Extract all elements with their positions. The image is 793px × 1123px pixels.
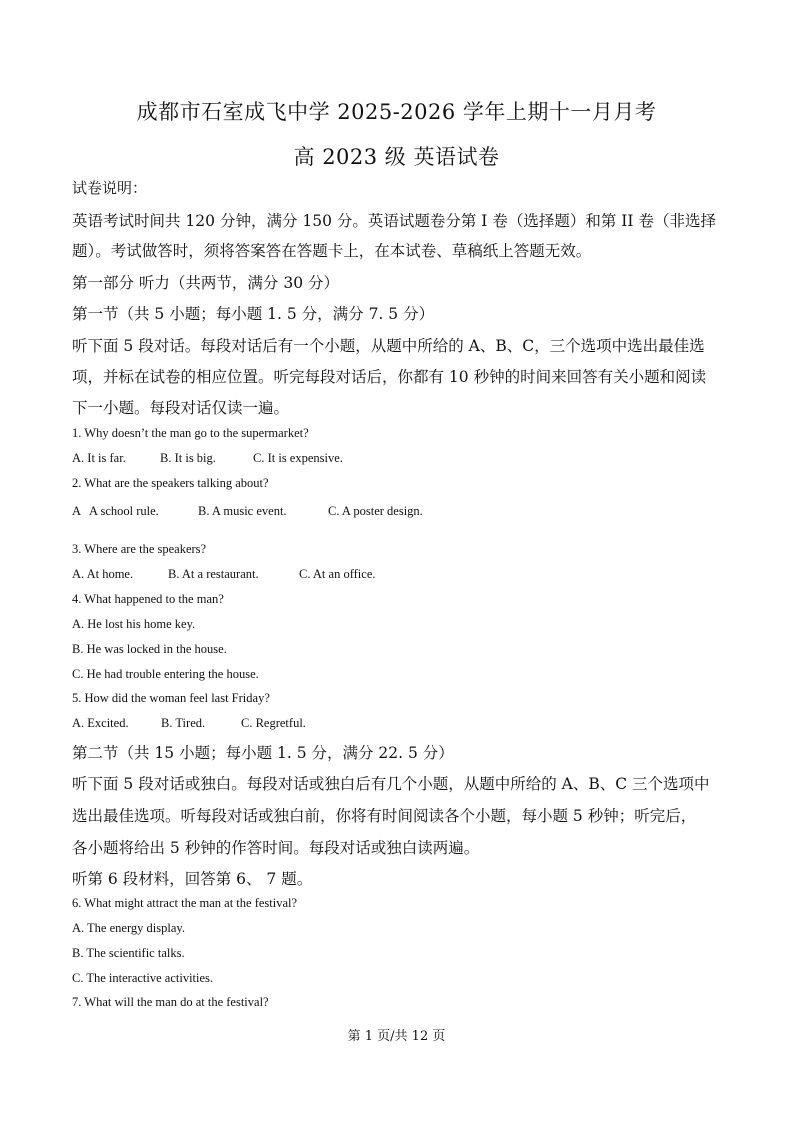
question-3-stem: 3. Where are the speakers? [72, 542, 207, 556]
section2-heading: 第二节（共 15 小题；每小题 1. 5 分，满分 22. 5 分） [72, 744, 454, 762]
exam-subtitle: 高 2023 级 英语试卷 [293, 145, 500, 169]
question-1-option-c: C. It is expensive. [253, 451, 343, 465]
section1-heading: 第一节（共 5 小题；每小题 1. 5 分，满分 7. 5 分） [72, 305, 435, 323]
question-6-option-b: B. The scientific talks. [72, 946, 185, 960]
section2-instruction-3: 各小题将给出 5 秒钟的作答时间。每段对话或独白读两遍。 [72, 839, 480, 857]
question-4-stem: 4. What happened to the man? [72, 592, 224, 606]
question-3-option-a: A. At home. [72, 567, 134, 581]
section2-instruction-1: 听下面 5 段对话或独白。每段对话或独白后有几个小题，从题中所给的 A、B、C 三个选项中 [72, 775, 710, 793]
question-6-option-a: A. The energy display. [72, 921, 185, 935]
question-5-stem: 5. How did the woman feel last Friday? [72, 691, 270, 705]
section2-instruction-2: 选出最佳选项。听每段对话或独白前，你将有时间阅读各个小题，每小题 5 秒钟；听完后， [72, 807, 697, 825]
question-6-stem: 6. What might attract the man at the festival? [72, 896, 298, 910]
section1-instruction-3: 下一小题。每段对话仅读一遍。 [72, 399, 290, 417]
question-2-option-c: C. A poster design. [328, 504, 423, 518]
question-2-options [72, 504, 722, 519]
question-1-option-a: A. It is far. [72, 451, 126, 465]
intro-label: 试卷说明： [72, 179, 148, 197]
question-2-stem: 2. What are the speakers talking about? [72, 476, 269, 490]
section1-instruction-2: 项，并标在试卷的相应位置。听完每段对话后，你都有 10 秒钟的时间来回答有关小题和阅读 [72, 368, 707, 386]
exam-title: 成都市石室成飞中学 2025-2026 学年上期十一月月考 [136, 100, 657, 124]
question-5-option-c: C. Regretful. [241, 716, 306, 730]
question-5-option-b: B. Tired. [161, 716, 206, 730]
question-2-option-a: A A school rule. [72, 504, 159, 518]
question-6-option-c: C. The interactive activities. [72, 971, 214, 985]
question-7-stem: 7. What will the man do at the festival? [72, 995, 269, 1009]
question-4-option-b: B. He was locked in the house. [72, 642, 227, 656]
question-1-stem: 1. Why doesn’t the man go to the supermarket? [72, 426, 309, 440]
part1-heading: 第一部分 听力（共两节，满分 30 分） [72, 274, 340, 292]
section1-instruction-1: 听下面 5 段对话。每段对话后有一个小题，从题中所给的 A、B、C，三个选项中选出最佳选 [72, 337, 705, 355]
question-5-options [72, 716, 722, 731]
material-6-heading: 听第 6 段材料，回答第 6、 7 题。 [72, 870, 313, 888]
intro-line-1: 英语考试时间共 120 分钟，满分 150 分。英语试题卷分第 I 卷（选择题）和第 II 卷（非选择 [72, 212, 716, 230]
question-1-option-b: B. It is big. [160, 451, 216, 465]
intro-line-2: 题）。考试做答时，须将答案答在答题卡上，在本试卷、草稿纸上答题无效。 [72, 242, 592, 260]
question-4-option-c: C. He had trouble entering the house. [72, 667, 259, 681]
page-number: 第 1 页/共 12 页 [347, 1029, 446, 1044]
question-3-options [72, 567, 722, 582]
question-3-option-b: B. At a restaurant. [168, 567, 259, 581]
question-1-options [72, 451, 722, 466]
question-2-option-b: B. A music event. [198, 504, 287, 518]
question-4-option-a: A. He lost his home key. [72, 617, 196, 631]
question-5-option-a: A. Excited. [72, 716, 129, 730]
question-3-option-c: C. At an office. [299, 567, 376, 581]
